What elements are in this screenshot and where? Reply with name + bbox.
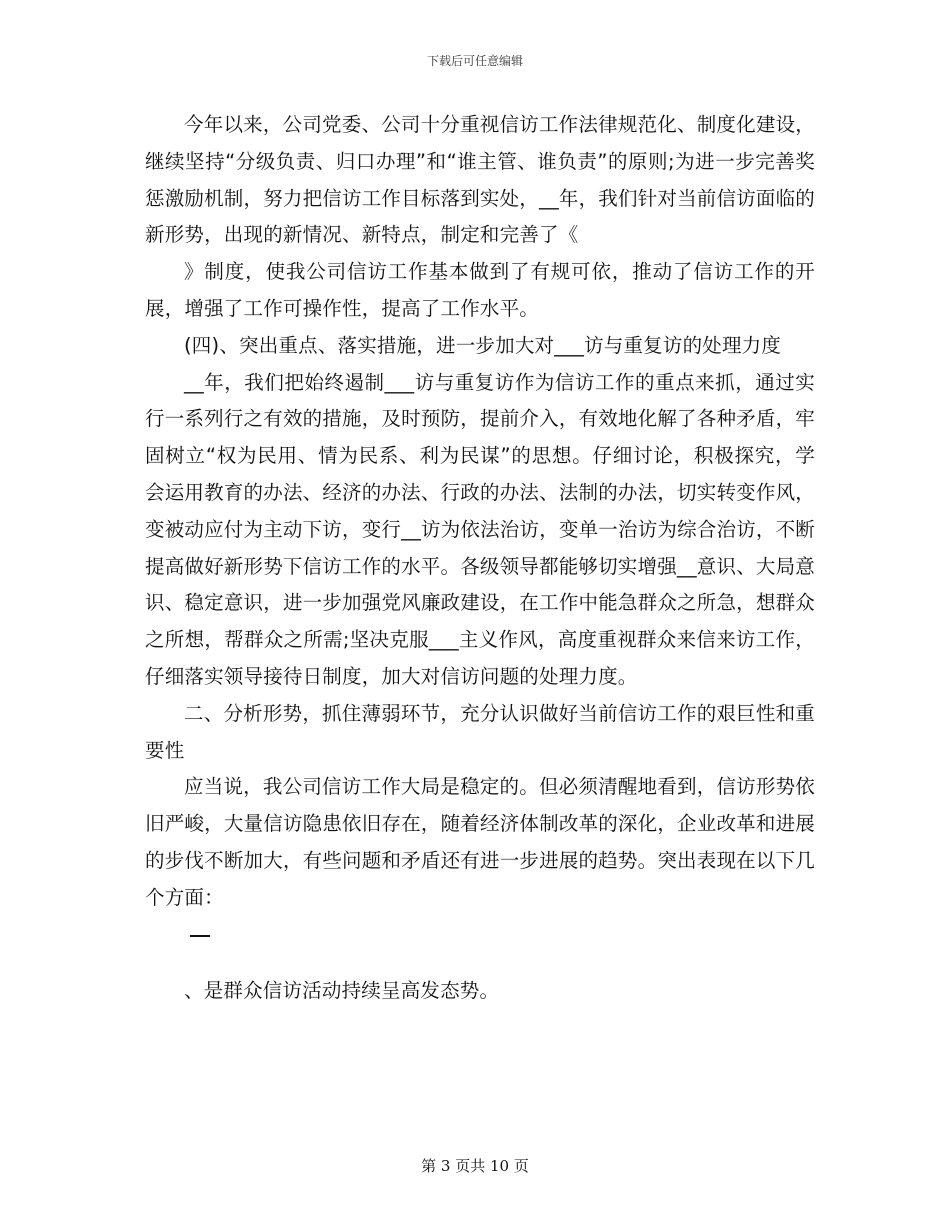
list-marker bbox=[190, 935, 210, 937]
page-header: 下载后可任意编辑 bbox=[426, 54, 523, 68]
paragraph-5-heading: 二、分析形势，抓住薄弱环节，充分认识做好当前信访工作的艰巨性和重要性 bbox=[145, 701, 815, 762]
paragraph-4: __年，我们把始终遏制___访与重复访作为信访工作的重点来抓，通过实行一系列行之有效的措施，及时预防，提前介入，有效地化解了各种矛盾，牢固树立“权为民用、情为民系、利为民谋”的思想。仔细讨论，积极探究，学会运用教育的办法、经济的办法、行政的办法、法制的办法，切实转变作风，变被动应付为主动下访，变行__访为依法治访，变单一治访为综合治访，不断提高做好新形势下信访工作的水平。各级领导都能够切实增强__意识、大局意识、稳定意识，进一步加强党风廉政建设，在工作中能急群众之所急，想群众之所想，帮群众之所需;坚决克服___主义作风，高度重视群众来信来访工作，仔细落实领导接待日制度，加大对信访问题的处理力度。 bbox=[145, 370, 816, 688]
paragraph-3-heading: (四)、突出重点、落实措施，进一步加大对___访与重复访的处理力度 bbox=[184, 333, 782, 357]
list-marker-line bbox=[145, 917, 815, 954]
page-footer: 第 3 页共 10 页 bbox=[421, 1157, 529, 1175]
paragraph-2: 》制度，使我公司信访工作基本做到了有规可依，推动了信访工作的开展，增强了工作可操作性，提高了工作水平。 bbox=[145, 260, 815, 320]
paragraph-1: 今年以来，公司党委、公司十分重视信访工作法律规范化、制度化建设，继续坚持“分级负责、归口办理”和“谁主管、谁负责”的原则;为进一步完善奖惩激励机制，努力把信访工作目标落到实处，__年，我们针对当前信访面临的新形势，出现的新情况、新特点，制定和完善了《 bbox=[145, 113, 816, 247]
document-body bbox=[145, 107, 815, 1010]
list-item-text: 、是群众信访活动持续呈高发态势。 bbox=[184, 979, 500, 1003]
paragraph-6: 应当说，我公司信访工作大局是稳定的。但必须清醒地看到，信访形势依旧严峻，大量信访隐患依旧存在，随着经济体制改革的深化，企业改革和进展的步伐不断加大，有些问题和矛盾还有进一步进展的趋势。突出表现在以下几个方面： bbox=[145, 775, 815, 909]
